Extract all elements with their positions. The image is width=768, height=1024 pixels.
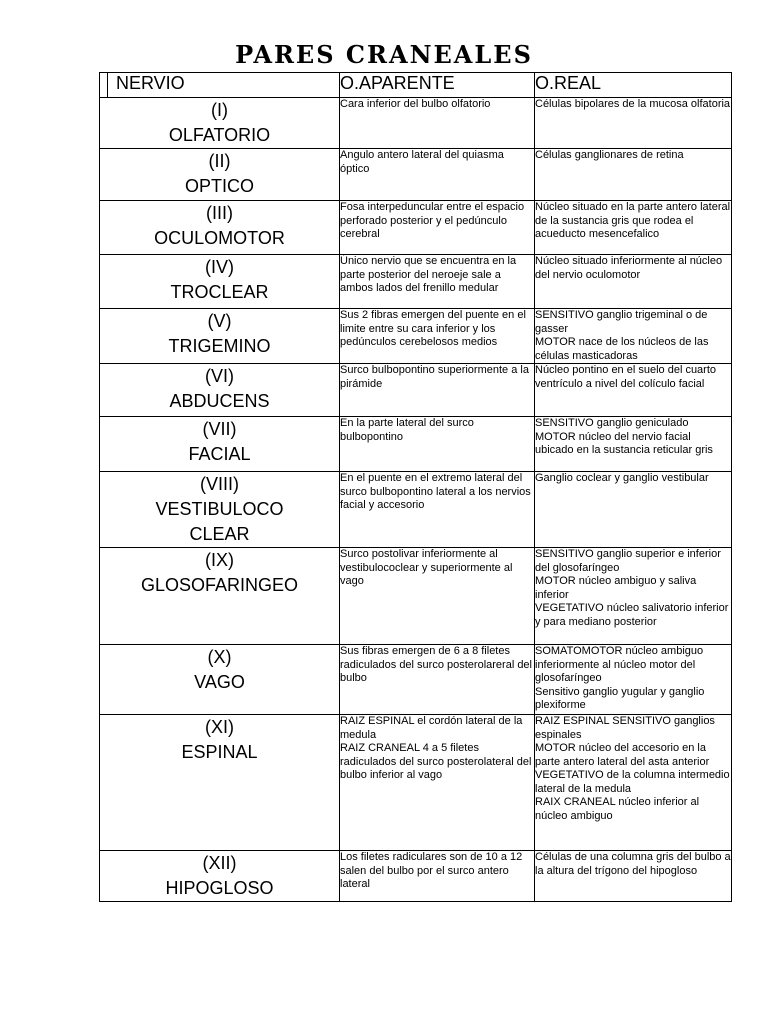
origen-real-text: VEGETATIVO núcleo salivatorio inferior y para mediano posterior	[535, 602, 729, 628]
origen-aparente-cell	[340, 255, 535, 309]
origen-aparente-text: Surco postolivar inferiormente al vestibulococlear y superiormente al vago	[340, 548, 513, 587]
origen-real-text: RAIZ ESPINAL SENSITIVO ganglios espinales	[535, 715, 715, 741]
nerve-number: (III)	[206, 203, 233, 223]
nerve-cell	[100, 149, 340, 201]
origen-real-text: Sensitivo ganglio yugular y ganglio plexiforme	[535, 685, 705, 711]
nerve-number: (II)	[208, 151, 231, 171]
nerve-name: VAGO	[194, 672, 245, 692]
origen-aparente-cell	[340, 149, 535, 201]
origen-aparente-text: Los filetes radiculares son de 10 a 12 salen del bulbo por el surco antero lateral	[340, 851, 523, 890]
nerve-name: GLOSOFARINGEO	[140, 575, 299, 595]
origen-real-cell	[535, 472, 732, 548]
table-row	[100, 255, 732, 309]
origen-real-text: SOMATOMOTOR núcleo ambiguo inferiormente al núcleo motor del glosofaríngeo	[535, 645, 704, 684]
table-row	[100, 645, 732, 715]
origen-real-cell	[535, 715, 732, 851]
origen-aparente-cell	[340, 715, 535, 851]
nerve-number: (V)	[207, 311, 232, 331]
origen-real-text: RAIX CRANEAL núcleo inferior al núcleo ambiguo	[535, 796, 700, 822]
origen-real-text: SENSITIVO ganglio geniculado	[535, 417, 689, 429]
table-row	[100, 149, 732, 201]
origen-aparente-cell	[340, 851, 535, 902]
origen-aparente-text: RAIZ CRANEAL 4 a 5 filetes radiculados del surco posterolateral del bulbo inferior al vago	[340, 742, 532, 781]
origen-real-cell	[535, 548, 732, 645]
origen-real-text: Ganglio coclear y ganglio vestibular	[535, 472, 709, 484]
nerve-cell	[100, 851, 340, 902]
origen-aparente-cell	[340, 472, 535, 548]
nerve-number: (IX)	[205, 550, 234, 570]
origen-real-text: Células bipolares de la mucosa olfatoria	[535, 98, 731, 110]
origen-aparente-cell	[340, 417, 535, 472]
page-title: PARES CRANEALES	[235, 40, 533, 69]
header-origen-real: O.REAL	[535, 73, 732, 98]
table-row	[100, 364, 732, 417]
origen-aparente-text: Sus fibras emergen de 6 a 8 filetes radiculados del surco posterolareral del bulbo	[340, 645, 532, 684]
origen-real-text: MOTOR nace de los núcleos de las células masticadoras	[535, 336, 709, 362]
origen-real-text: Núcleo situado inferiormente al núcleo del nervio oculomotor	[535, 255, 723, 281]
nerve-number: (X)	[207, 647, 232, 667]
nerve-name: FACIAL	[188, 444, 251, 464]
origen-aparente-cell	[340, 645, 535, 715]
nerve-name: OCULOMOTOR	[154, 228, 285, 248]
origen-aparente-cell	[340, 98, 535, 149]
table-row	[100, 417, 732, 472]
origen-real-cell	[535, 201, 732, 255]
origen-real-cell	[535, 98, 732, 149]
origen-aparente-text: Angulo antero lateral del quiasma óptico	[340, 149, 504, 175]
nerve-name: HIPOGLOSO	[165, 878, 274, 898]
table-row	[100, 201, 732, 255]
origen-aparente-text: Surco bulbopontino superiormente a la pirámide	[340, 364, 529, 390]
origen-aparente-text: Cara inferior del bulbo olfatorio	[340, 98, 491, 110]
nerve-cell	[100, 255, 340, 309]
origen-aparente-cell	[340, 548, 535, 645]
nerve-cell	[100, 98, 340, 149]
origen-aparente-text: Sus 2 fibras emergen del puente en el limite entre su cara inferior y los pedúnculos cerebelosos medios	[340, 309, 526, 348]
table-row	[100, 548, 732, 645]
nerve-number: (XII)	[202, 853, 237, 873]
origen-real-cell	[535, 851, 732, 902]
header-origen-aparente: O.APARENTE	[340, 73, 535, 98]
origen-real-cell	[535, 255, 732, 309]
origen-real-cell	[535, 417, 732, 472]
origen-aparente-cell	[340, 309, 535, 364]
origen-real-cell	[535, 364, 732, 417]
origen-real-text: Núcleo situado en la parte antero lateral de la sustancia gris que rodea el acueducto mesencefalico	[535, 201, 731, 240]
nerve-cell	[100, 201, 340, 255]
nerve-name: TROCLEAR	[170, 282, 269, 302]
table-row	[100, 472, 732, 548]
nerve-name: ABDUCENS	[169, 391, 270, 411]
origen-aparente-text: RAIZ ESPINAL el cordón lateral de la medula	[340, 715, 523, 741]
origen-aparente-text: En el puente en el extremo lateral del surco bulbopontino lateral a los nervios facial y accesorio	[340, 472, 531, 511]
nerve-number: (XI)	[205, 717, 234, 737]
table-row	[100, 309, 732, 364]
nerve-number: (VII)	[202, 419, 237, 439]
origen-real-text: Células ganglionares de retina	[535, 149, 684, 161]
origen-real-text: SENSITIVO ganglio trigeminal o de gasser	[535, 309, 708, 335]
nerve-name: OLFATORIO	[168, 125, 271, 145]
nerve-name-continued: CLEAR	[189, 524, 250, 544]
origen-aparente-text: Único nervio que se encuentra en la parte posterior del neroeje sale a ambos lados del frenillo medular	[340, 255, 517, 294]
table-row	[100, 715, 732, 851]
origen-real-cell	[535, 309, 732, 364]
nerve-cell	[100, 472, 340, 548]
cranial-nerves-table	[99, 72, 732, 902]
table-row	[100, 851, 732, 902]
nerve-name: TRIGEMINO	[168, 336, 271, 356]
origen-aparente-text: Fosa interpeduncular entre el espacio perforado posterior y el pedúnculo cerebral	[340, 201, 525, 240]
nerve-cell	[100, 417, 340, 472]
table-header-row	[100, 73, 732, 98]
nerve-cell	[100, 364, 340, 417]
origen-real-text: MOTOR núcleo del nervio facial ubicado en la sustancia reticular gris	[535, 430, 713, 456]
origen-aparente-text: En la parte lateral del surco bulbopontino	[340, 417, 474, 443]
origen-aparente-cell	[340, 364, 535, 417]
nerve-number: (VIII)	[200, 474, 239, 494]
nerve-name: OPTICO	[184, 176, 254, 196]
origen-real-text: VEGETATIVO de la columna intermedio lateral de la medula	[535, 769, 730, 795]
nerve-cell	[100, 548, 340, 645]
origen-real-text: MOTOR núcleo ambiguo y saliva inferior	[535, 575, 697, 601]
nerve-cell	[100, 645, 340, 715]
origen-real-text: Núcleo pontino en el suelo del cuarto ventrículo a nivel del colículo facial	[535, 364, 717, 390]
nerve-number: (VI)	[205, 366, 234, 386]
origen-real-text: SENSITIVO ganglio superior e inferior del glosofaríngeo	[535, 548, 721, 574]
origen-aparente-cell	[340, 201, 535, 255]
nerve-number: (IV)	[205, 257, 234, 277]
table-row	[100, 98, 732, 149]
nerve-name: ESPINAL	[181, 742, 258, 762]
origen-real-text: MOTOR núcleo del accesorio en la parte antero lateral del asta anterior	[535, 742, 710, 768]
origen-real-cell	[535, 149, 732, 201]
origen-real-cell	[535, 645, 732, 715]
header-nervio: NERVIO	[100, 73, 340, 98]
nerve-cell	[100, 309, 340, 364]
nerve-number: (I)	[211, 100, 228, 120]
nerve-name: VESTIBULOCO	[155, 499, 284, 519]
nerve-cell	[100, 715, 340, 851]
origen-real-text: Células de una columna gris del bulbo a la altura del trígono del hipogloso	[535, 851, 731, 877]
